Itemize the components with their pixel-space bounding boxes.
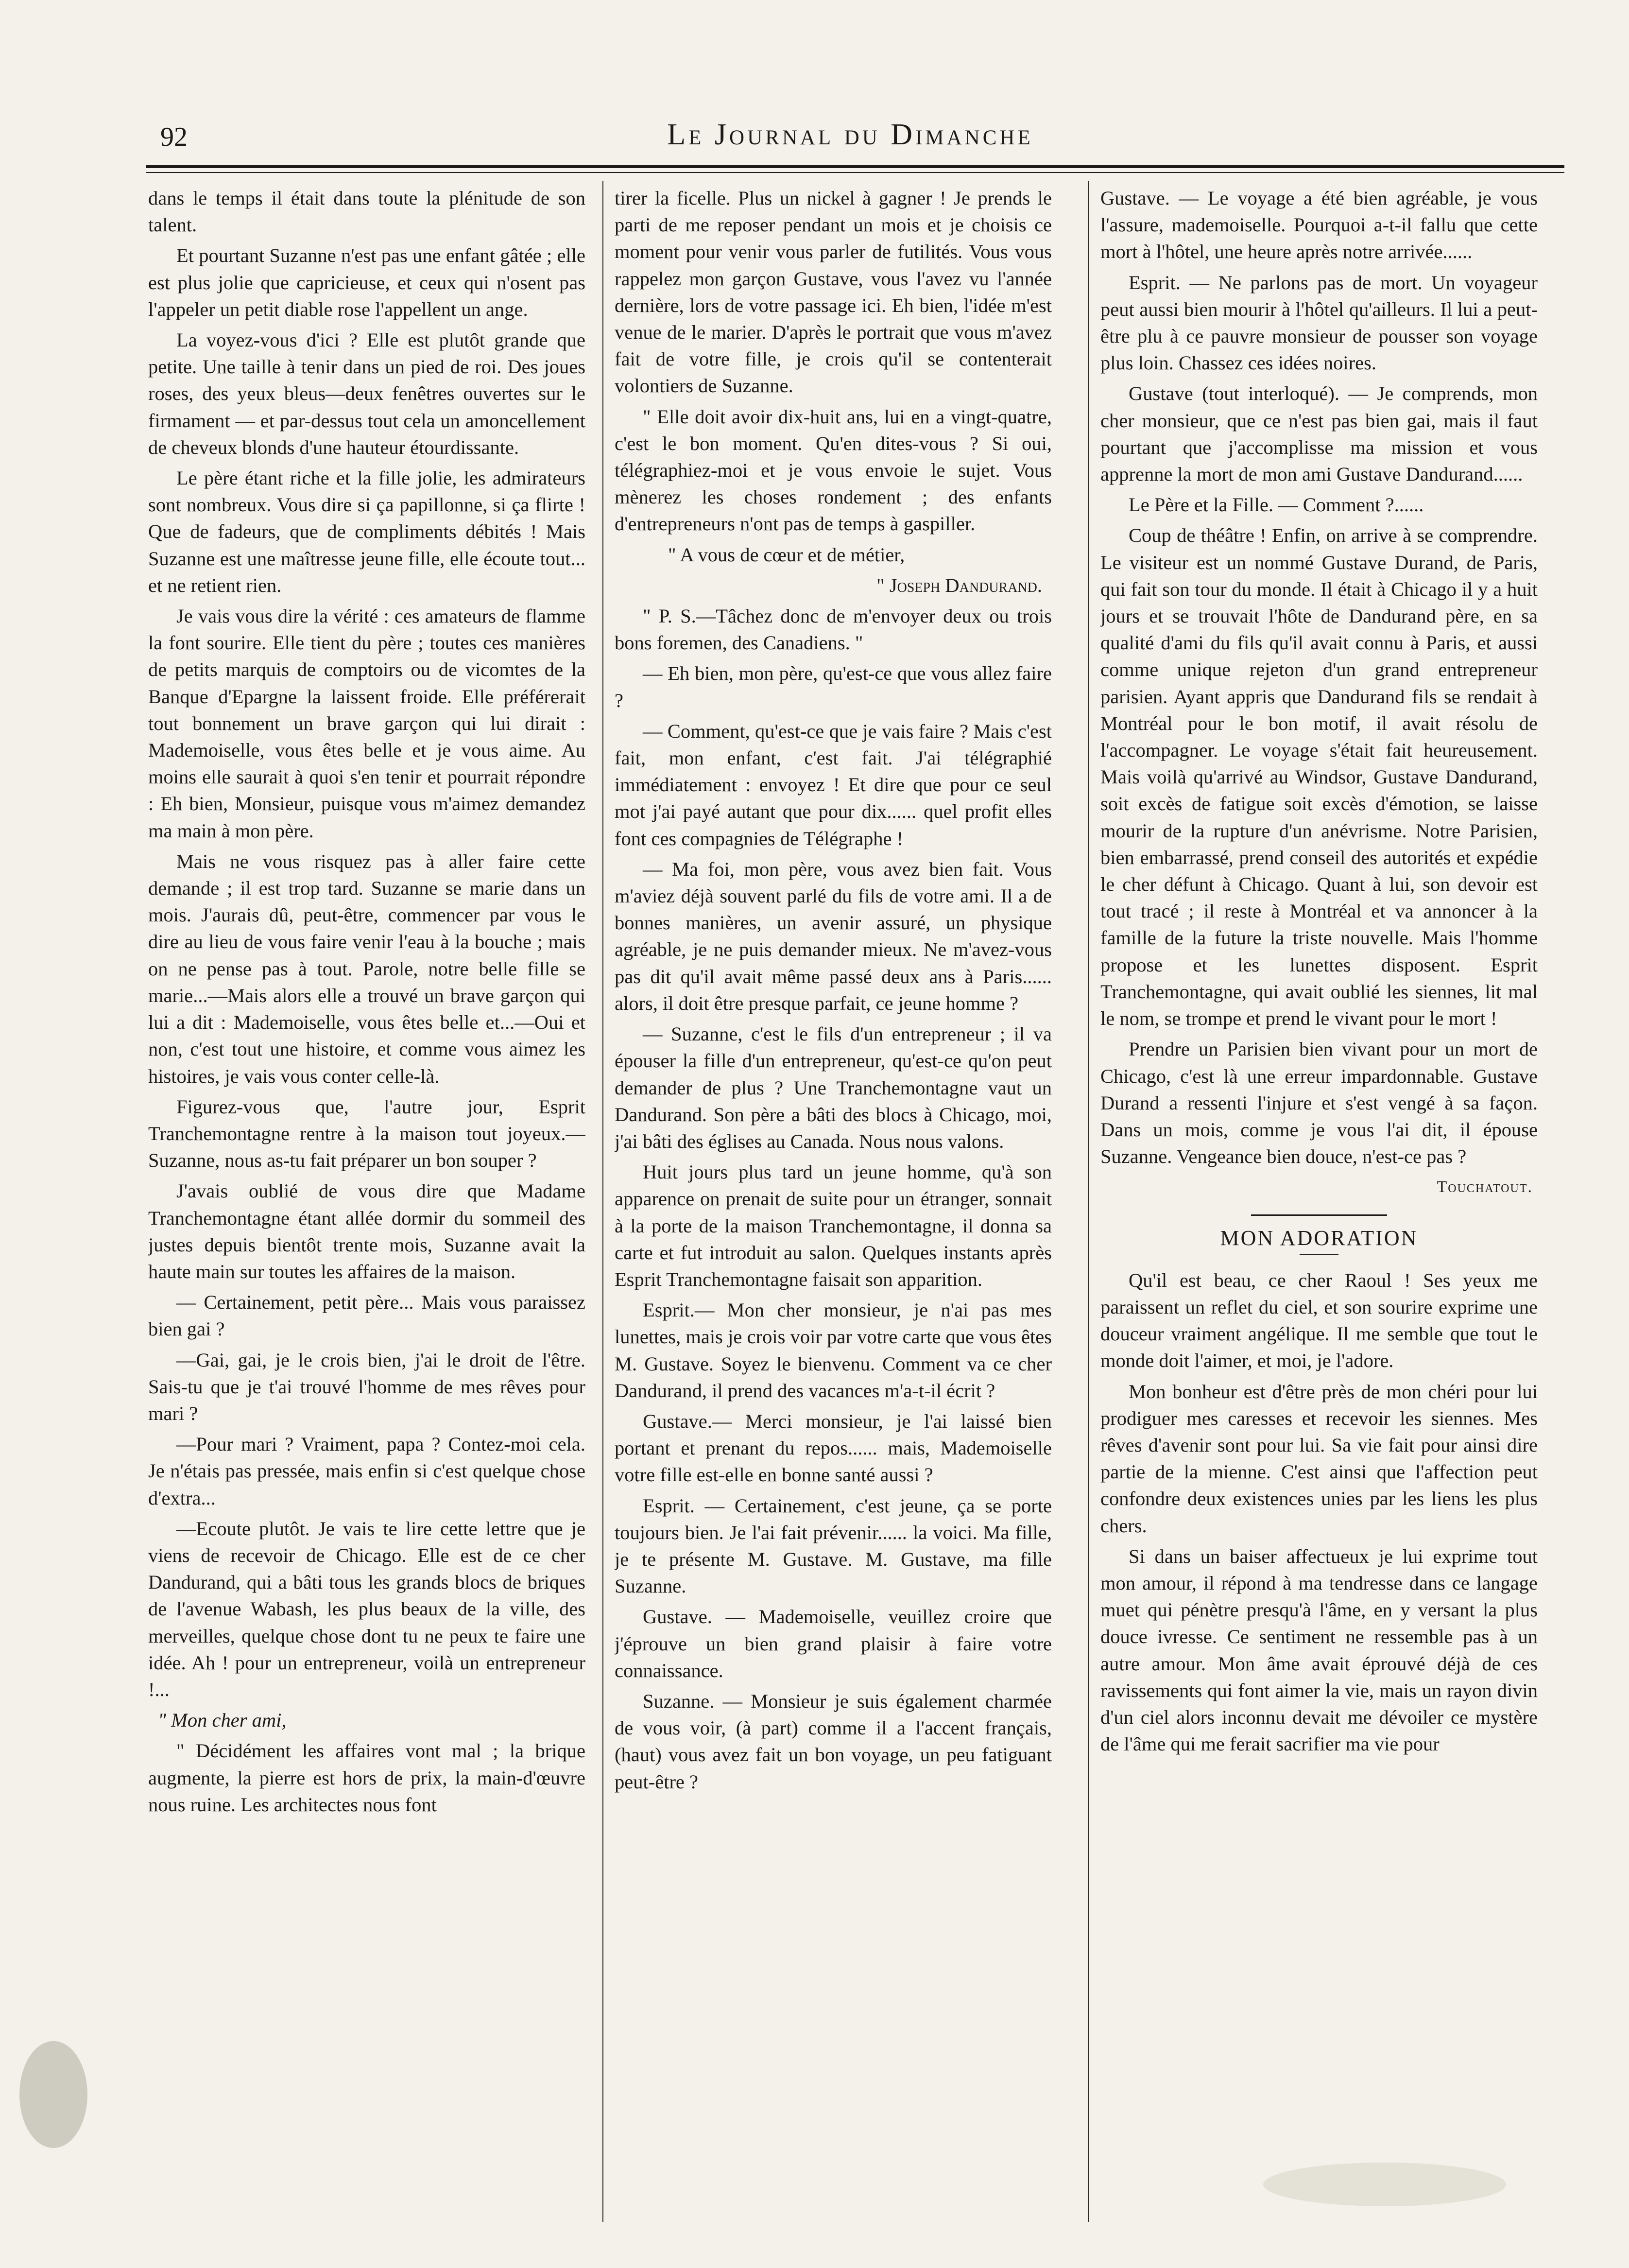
paragraph: " P. S.—Tâchez donc de m'envoyer deux ou trois bons foremen, des Canadiens. " (615, 605, 1052, 654)
dialogue-line: Gustave.— Merci monsieur, je l'ai laissé bien portant et prenant du repos...... mais, Mademoiselle votre fille est-elle en bonne santé aussi ? (615, 1410, 1052, 1486)
dialogue-line: Suzanne. — Monsieur je suis également charmée de vous voir, (à part) comme il a l'accent français, (haut) vous avez fait un bon voyage, un peu fatiguant peut-être ? (615, 1690, 1052, 1793)
column-2 (615, 185, 1052, 2245)
paragraph: —Gai, gai, je le crois bien, j'ai le droit de l'être. Sais-tu que je t'ai trouvé l'homme de mes rêves pour mari ? (148, 1349, 585, 1424)
dialogue-line: Gustave. — Mademoiselle, veuillez croire que j'éprouve un bien grand plaisir à faire votre connaissance. (615, 1606, 1052, 1681)
title-underline (1300, 1254, 1338, 1255)
page-number: 92 (160, 122, 188, 152)
paragraph: Figurez-vous que, l'autre jour, Esprit Tranchemontagne rentre à la maison tout joyeux.— Suzanne, nous as-tu fait préparer un bon souper ? (148, 1095, 585, 1172)
paragraph: dans le temps il était dans toute la plénitude de son talent. (148, 187, 585, 236)
column-divider-2 (1088, 181, 1089, 2222)
paragraph: Qu'il est beau, ce cher Raoul ! Ses yeux me paraissent un reflet du ciel, et son sourire exprime une douceur vraiment angélique. Il me semble que tout le monde doit l'aimer, et moi, je l'adore. (1100, 1269, 1538, 1372)
paragraph: — Comment, qu'est-ce que je vais faire ? Mais c'est fait, mon enfant, c'est fait. J'ai télégraphié immédiatement : envoyez ! Et dire que pour ce seul mot j'ai payé autant que pour dix...... quel profit elles font ces compagnies de Télégraphe ! (615, 720, 1052, 849)
paragraph: Je vais vous dire la vérité : ces amateurs de flamme la font sourire. Elle tient du père ; toutes ces manières de petits marquis de comptoirs ou de vicomtes de la Banque d'Epargne la laissent froide. Elle préférerait tout bonnement un brave garçon qui lui dirait : Mademoiselle, vous êtes belle et je vous aime. Au moins elle saurait à quoi s'en tenir et pourrait répondre : Eh bien, Monsieur, puisque vous m'aimez demandez ma main à mon père. (148, 605, 585, 842)
letter-salutation: " Mon cher ami, (158, 1709, 287, 1731)
dialogue-line: Gustave (tout interloqué). — Je comprends, mon cher monsieur, que ce n'est pas bien gai, mais il faut pourtant que j'accomplisse ma mission et vous apprenne la mort de mon ami Gustave Dandurand...... (1100, 382, 1538, 485)
dialogue-line: Esprit. — Ne parlons pas de mort. Un voyageur peut aussi bien mourir à l'hôtel qu'ailleurs. Il lui a peut-être plu à ce pauvre monsieur de pousser son voyage plus loin. Chassez ces idées noires. (1100, 271, 1538, 374)
dialogue-line: Le Père et la Fille. — Comment ?...... (1129, 494, 1424, 516)
paragraph: — Eh bien, mon père, qu'est-ce que vous allez faire ? (615, 662, 1052, 711)
dialogue-line: Esprit. — Certainement, c'est jeune, ça se porte toujours bien. Je l'ai fait prévenir...... la voici. Ma fille, je te présente M. Gustave. M. Gustave, ma fille Suzanne. (615, 1494, 1052, 1597)
letter-closing: " A vous de cœur et de métier, (668, 543, 905, 566)
dialogue-line: Gustave. — Le voyage a été bien agréable, je vous l'assure, mademoiselle. Pourquoi a-t-il fallu que cette mort à l'hôtel, une heure après notre arrivée...... (1100, 187, 1538, 263)
paragraph: — Certainement, petit père... Mais vous paraissez bien gai ? (148, 1291, 585, 1340)
paragraph: — Ma foi, mon père, vous avez bien fait. Vous m'aviez déjà souvent parlé du fils de votre ami. Il a de bonnes manières, un avenir assuré, un physique agréable, je ne puis demander mieux. Ne m'avez-vous pas dit qu'il avait même passé deux ans à Paris...... alors, il doit être presque parfait, ce jeune homme ? (615, 858, 1052, 1014)
paragraph: Prendre un Parisien bien vivant pour un mort de Chicago, c'est là une erreur impardonnable. Gustave Durand a ressenti l'injure et s'est vengé à sa façon. Dans un mois, comme je vous l'ai dit, il épouse Suzanne. Vengeance bien douce, n'est-ce pas ? (1100, 1038, 1538, 1168)
paper-stain (1263, 2163, 1506, 2206)
dialogue-line: Esprit.— Mon cher monsieur, je n'ai pas mes lunettes, mais je crois voir par votre carte que vous êtes M. Gustave. Soyez le bienvenu. Comment va ce cher Dandurand, il prend des vacances m'a-t-il écrit ? (615, 1299, 1052, 1402)
paragraph: La voyez-vous d'ici ? Elle est plutôt grande que petite. Une taille à tenir dans un pied de roi. Des joues roses, des yeux bleus—deux fenêtres ouvertes sur le firmament — et par-dessus tout cela un amoncellement de cheveux blonds d'une hauteur étourdissante. (148, 329, 585, 458)
letter-signature: " Joseph Dandurand. (876, 574, 1042, 596)
paragraph: Le père étant riche et la fille jolie, les admirateurs sont nombreux. Vous dire si ça papillonne, si ça flirte ! Que de fadeurs, que de compliments débités ! Mais Suzanne est une maîtresse jeune fille, elle écoute tout... et ne retient rien. (148, 467, 585, 596)
paragraph: Si dans un baiser affectueux je lui exprime tout mon amour, il répond à ma tendresse dans ce langage muet qui pénètre presqu'à l'âme, en y versant la plus douce ivresse. Ce sentiment ne ressemble pas à un autre amour. Mon âme avait éprouvé déjà de ces ravissements qui font aimer la vie, mais un rayon divin d'un ciel alors inconnu devait me dévoiler ce mystère de l'âme qui me ferait sacrifier ma vie pour (1100, 1545, 1538, 1755)
paragraph: tirer la ficelle. Plus un nickel à gagner ! Je prends le parti de me reposer pendant un mois et je choisis ce moment pour venir vous parler de futilités. Vous vous rappelez mon garçon Gustave, vous l'avez vu l'année dernière, lors de votre passage ici. Eh bien, l'idée m'est venue de le marier. D'après le portrait que vous m'avez fait de votre fille, je crois qu'il se contenterait volontiers de Suzanne. (615, 187, 1052, 397)
paragraph: Mon bonheur est d'être près de mon chéri pour lui prodiguer mes caresses et recevoir les siennes. Mes rêves d'avenir sont pour lui. Sa vie fait pour ainsi dire partie de la mienne. C'est ainsi que l'affection peut confondre deux existences unies par les liens les plus chers. (1100, 1380, 1538, 1537)
column-divider-1 (602, 181, 603, 2222)
section-title: MON ADORATION (1220, 1226, 1418, 1250)
paragraph: Huit jours plus tard un jeune homme, qu'à son apparence on prenait de suite pour un étranger, sonnait à la porte de la maison Tranchemontagne, il donna sa carte et fut introduit au salon. Quelques instants après Esprit Tranchemontagne faisait son apparition. (615, 1161, 1052, 1290)
paragraph: Et pourtant Suzanne n'est pas une enfant gâtée ; elle est plus jolie que capricieuse, et ceux qui n'osent pas l'appeler un petit diable rose l'appellent un ange. (148, 244, 585, 320)
paragraph: —Pour mari ? Vraiment, papa ? Contez-moi cela. Je n'étais pas pressée, mais enfin si c'est quelque chose d'extra... (148, 1433, 585, 1509)
paragraph: " Décidément les affaires vont mal ; la brique augmente, la pierre est hors de prix, la main-d'œuvre nous ruine. Les architectes nous font (148, 1740, 585, 1816)
header-rule-thick (146, 165, 1564, 168)
column-1 (148, 185, 585, 2245)
paragraph: —Ecoute plutôt. Je vais te lire cette lettre que je viens de recevoir de Chicago. Elle est de ce cher Dandurand, qui a bâti tous les grands blocs de briques de l'avenue Wabash, les plus beaux de la ville, des merveilles, quelque chose dont tu ne peux te faire une idée. Ah ! pour un entrepreneur, voilà un entrepreneur !... (148, 1517, 585, 1700)
paper-stain (19, 2041, 87, 2148)
column-3 (1100, 185, 1538, 2245)
page-header (146, 113, 1555, 166)
paragraph: J'avais oublié de vous dire que Madame Tranchemontagne étant allée dormir du sommeil des justes depuis bientôt trente mois, Suzanne avait la haute main sur toutes les affaires de la maison. (148, 1180, 585, 1282)
journal-title: Le Journal du Dimanche (667, 118, 1033, 151)
paragraph: " Elle doit avoir dix-huit ans, lui en a vingt-quatre, c'est le bon moment. Qu'en dites-vous ? Si oui, télégraphiez-moi et je vous envoie le sujet. Vous mènerez les choses rondement ; des enfants d'entrepreneurs n'ont pas de temps à gaspiller. (615, 405, 1052, 535)
paragraph: Mais ne vous risquez pas à aller faire cette demande ; il est trop tard. Suzanne se marie dans un mois. J'aurais dû, peut-être, commencer par vous le dire au lieu de vous faire venir l'eau à la bouche ; mais on ne pense pas à tout. Parole, notre belle fille se marie...—Mais alors elle a trouvé un brave garçon qui lui a dit : Mademoiselle, vous êtes belle et...—Oui et non, c'est tout une histoire, et comme vous aimez les histoires, je vais vous conter celle-là. (148, 850, 585, 1087)
author-signature: Touchatout. (1437, 1178, 1533, 1196)
section-separator (1251, 1214, 1387, 1216)
paragraph: Coup de théâtre ! Enfin, on arrive à se comprendre. Le visiteur est un nommé Gustave Durand, de Paris, qui fait son tour du monde. Il était à Chicago il y a huit jours et se trouvait l'hôte de Dandurand père, en sa qualité d'ami du fils qu'il avait connu à Paris, et aussi comme unique rejeton d'un grand entrepreneur parisien. Ayant appris que Dandurand fils se rendait à Montréal pour le bon motif, il avait résolu de l'accompagner. Le voyage s'était fait heureusement. Mais voilà qu'arrivé au Windsor, Gustave Dandurand, soit excès de fatigue soit excès d'émotion, se laisse mourir de la rupture d'un anévrisme. Notre Parisien, bien embarrassé, prend conseil des autorités et expédie le cher défunt à Chicago. Quant à lui, son devoir est tout tracé ; il reste à Montréal et va annoncer à la famille de la future la triste nouvelle. Mais l'homme propose et les lunettes disposent. Esprit Tranchemontagne, qui avait oublié les siennes, lit mal le nom, se trompe et prend le vivant pour le mort ! (1100, 524, 1538, 1030)
paragraph: — Suzanne, c'est le fils d'un entrepreneur ; il va épouser la fille d'un entrepreneur, qu'est-ce qu'on peut demander de plus ? Une Tranchemontagne vaut un Dandurand. Son père a bâti des blocs à Chicago, moi, j'ai bâti des églises au Canada. Nous nous valons. (615, 1023, 1052, 1152)
header-rule-thin (146, 172, 1564, 173)
